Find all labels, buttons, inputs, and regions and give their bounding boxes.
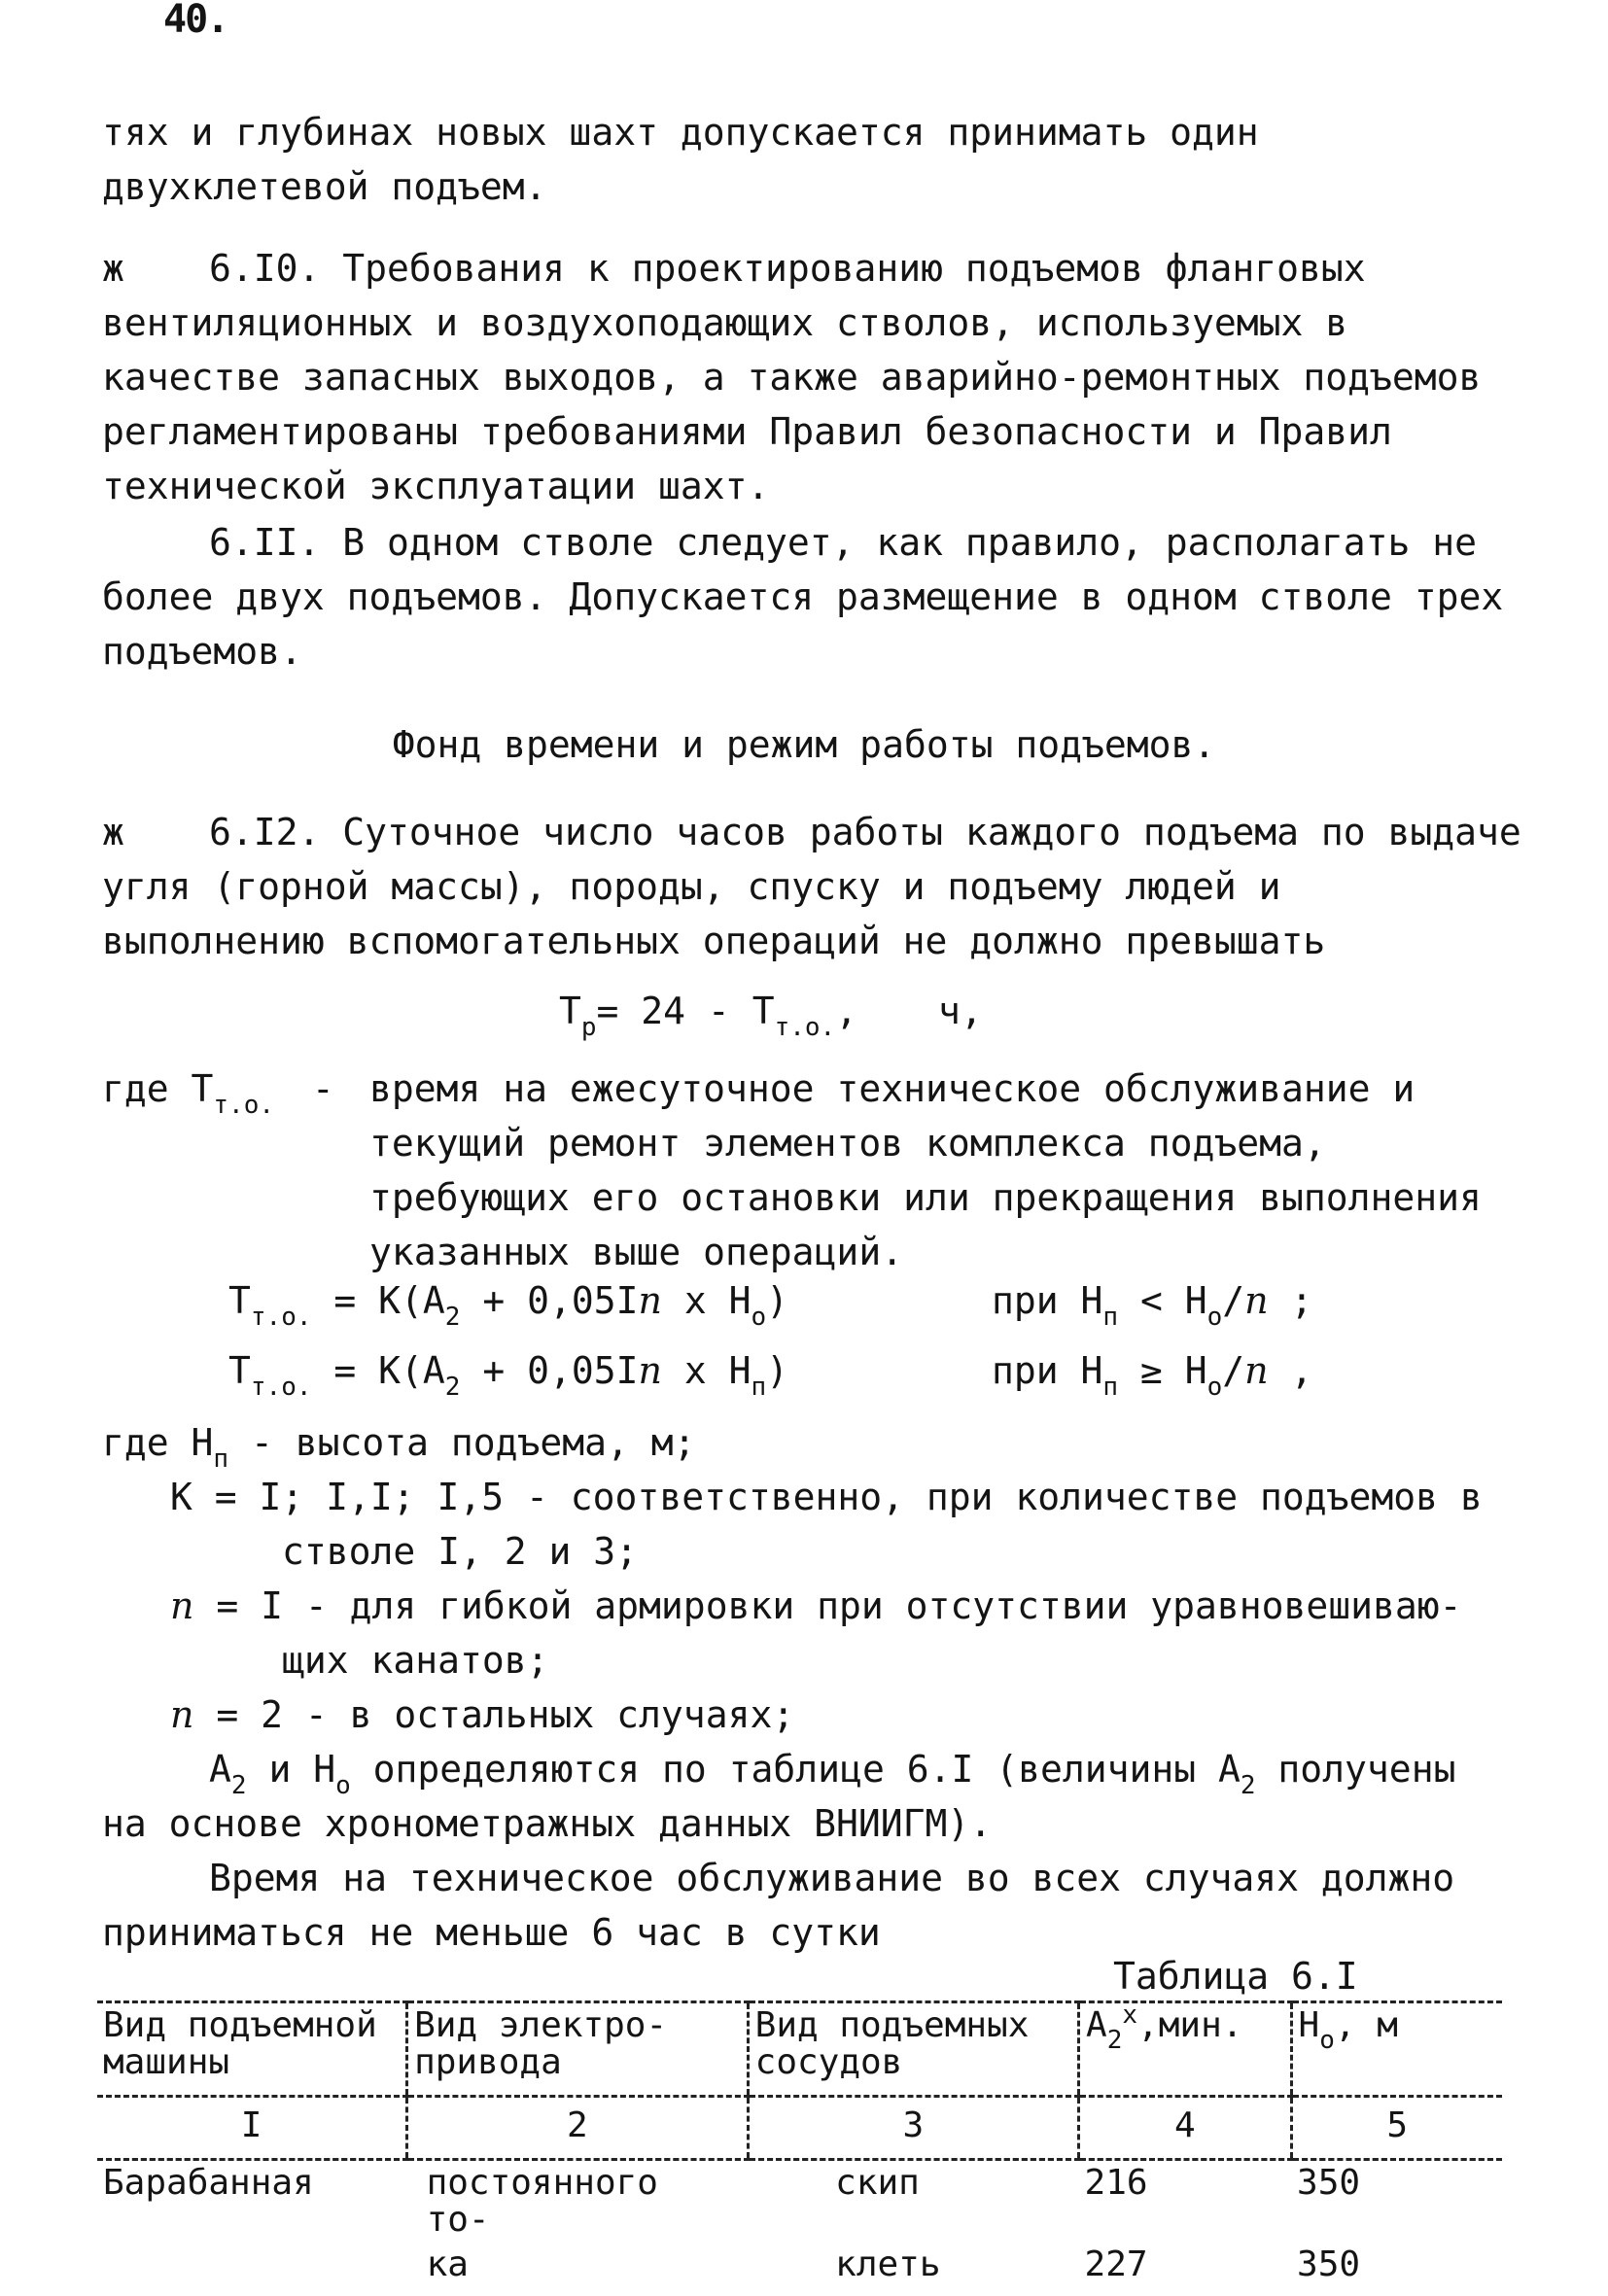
where-dash: -	[311, 1067, 334, 1110]
a2-mid2: определяются по таблице 6.I (величины A	[372, 1748, 1241, 1791]
cond-b-rhs-sub: о	[1206, 1373, 1223, 1402]
paragraph-6-11: 6.II. В одном стволе следует, как правило, располагать не более двух подъемов. Допускается размещение в одном стволе трех подъемов.	[102, 521, 1504, 673]
table-header-vessel-type: Вид подъемных сосудов	[748, 2002, 1078, 2097]
where-lead-sub: т.о.	[213, 1091, 275, 1120]
formula-a	[228, 1273, 789, 1332]
table-column-number: 2	[407, 2097, 749, 2160]
hn-lead: где Н	[102, 1421, 214, 1464]
where-tto-text: время на ежесуточное техническое обслуживание и текущий ремонт элементов комплекса подъема, требующих его остановки или прекращения выполнения указанных выше операций.	[369, 1067, 1482, 1273]
formula-b-mid: + 0,05I	[482, 1349, 639, 1392]
cond-b-end: ,	[1290, 1349, 1313, 1392]
formula-b-close: )	[766, 1349, 789, 1392]
table-cell: 227	[1084, 2244, 1148, 2284]
a2-sub: 2	[230, 1771, 247, 1800]
section-heading: Фонд времени и режим работы подъемов.	[392, 723, 1216, 766]
formula-a-t-sub: т.о.	[250, 1303, 312, 1332]
table-cell: постоянного то-	[426, 2163, 658, 2240]
formula-tail: ,	[835, 990, 858, 1032]
formula-b-n: n	[638, 1349, 662, 1392]
cond-b-pre: при Н	[992, 1349, 1103, 1392]
a2-head-tail: ,мин.	[1137, 2005, 1243, 2045]
a2-mid: и Н	[268, 1748, 336, 1791]
cond-a-rhs: Н	[1184, 1279, 1207, 1322]
hn-sub: п	[213, 1444, 229, 1474]
ho-head: Н	[1298, 2005, 1320, 2045]
table-header-drive-type: Вид электро- привода	[407, 2002, 749, 2097]
table-cell: Барабанная	[103, 2163, 314, 2203]
cond-b-rhs: Н	[1184, 1349, 1207, 1392]
table-row	[97, 2243, 1502, 2287]
formula-b-a-sub: 2	[444, 1373, 461, 1402]
formula-b-h-sub: п	[751, 1373, 767, 1402]
a2-line-2: на основе хронометражных данных ВНИИГМ).	[102, 1802, 993, 1845]
ho-head-tail: , м	[1334, 2005, 1398, 2045]
cond-b-op: ≥	[1139, 1349, 1163, 1392]
table-cell: ка	[426, 2244, 469, 2284]
table-cell: 216	[1084, 2163, 1148, 2203]
formula-b-t-sub: т.о.	[250, 1373, 312, 1402]
formula-a-mid: + 0,05I	[482, 1279, 639, 1322]
formula-a-t: T	[228, 1279, 251, 1322]
asterisk-marker: ж	[102, 247, 124, 290]
formula-a-body: = К(A	[333, 1279, 445, 1322]
a2-head: A	[1086, 2005, 1107, 2045]
cond-a-sub: п	[1102, 1303, 1119, 1332]
table-column-number: 5	[1291, 2097, 1502, 2160]
formula-a-close: )	[766, 1279, 789, 1322]
formula-unit: ч,	[937, 990, 983, 1032]
n1-symbol: n	[170, 1584, 194, 1627]
table-cell: клеть	[835, 2244, 941, 2284]
formula-a-post: x Н	[683, 1279, 752, 1322]
where-tto-lead	[102, 1061, 334, 1120]
page-number: 40.	[163, 0, 228, 42]
formula-a-condition	[992, 1273, 1313, 1332]
cond-a-pre: при Н	[992, 1279, 1103, 1322]
asterisk-marker: ж	[102, 811, 124, 853]
cond-b-div: /	[1222, 1349, 1245, 1392]
where-hn-line	[102, 1415, 696, 1474]
table-cell	[97, 2243, 407, 2287]
table-header-a2	[1079, 2002, 1291, 2097]
cond-a-n: n	[1244, 1279, 1269, 1322]
table-header-ho	[1291, 2002, 1502, 2097]
a2-hsub: о	[335, 1771, 351, 1800]
table-column-number: 3	[748, 2097, 1078, 2160]
table-column-number: 4	[1079, 2097, 1291, 2160]
where-lead: где T	[102, 1067, 214, 1110]
n2-symbol: n	[170, 1693, 194, 1736]
cond-b-sub: п	[1102, 1373, 1119, 1402]
table-header-machine-type: Вид подъемной машины	[97, 2002, 407, 2097]
a2-end: получены	[1277, 1748, 1456, 1791]
formula-a-h-sub: о	[751, 1303, 767, 1332]
formula-b-condition	[992, 1343, 1313, 1402]
cond-b-n: n	[1244, 1349, 1269, 1392]
k-line-1: К = I; I,I; I,5 - соответственно, при количестве подъемов в	[170, 1476, 1483, 1518]
a2-sub2: 2	[1240, 1771, 1256, 1800]
n2-line	[170, 1687, 794, 1742]
formula-main	[559, 984, 983, 1042]
formula-lhs: T	[559, 990, 581, 1032]
formula-a-a-sub: 2	[444, 1303, 461, 1332]
formula-eq: = 24 - T	[596, 990, 775, 1032]
a2-pre: A	[209, 1748, 231, 1791]
a2-head-sub: 2	[1106, 2026, 1123, 2055]
k-line-2: стволе I, 2 и 3;	[282, 1530, 639, 1573]
cond-a-rhs-sub: о	[1206, 1303, 1223, 1332]
cond-a-div: /	[1222, 1279, 1245, 1322]
ho-head-sub: о	[1319, 2026, 1335, 2055]
n2-text: = 2 - в остальных случаях;	[216, 1693, 795, 1736]
paragraph-6-10: 6.I0. Требования к проектированию подъемов фланговых вентиляционных и воздухоподающих стволов, используемых в качестве запасных выходов, а также аварийно-ремонтных подъемов регламентированы требованиями Правил безопасности и Правил технической эксплуатации шахт.	[102, 247, 1482, 507]
table-column-number: I	[97, 2097, 407, 2160]
formula-b-post: x Н	[683, 1349, 752, 1392]
n1-line-1	[170, 1579, 1462, 1633]
formula-rhs-sub: т.о.	[774, 1013, 836, 1042]
table-cell: 350	[1297, 2244, 1361, 2284]
n1-text: = I - для гибкой армировки при отсутствии уравновешиваю-	[216, 1584, 1462, 1627]
formula-a-n: n	[638, 1279, 662, 1322]
paragraph-continuation: тях и глубинах новых шахт допускается принимать один двухклетевой подъем.	[102, 111, 1259, 208]
formula-b-body: = К(A	[333, 1349, 445, 1392]
paragraph-maintenance-time: Время на техническое обслуживание во всех случаях должно приниматься не меньше 6 час в сутки	[102, 1857, 1455, 1954]
a2-line-1	[209, 1742, 1456, 1800]
cond-a-end: ;	[1290, 1279, 1313, 1322]
table-caption: Таблица 6.I	[1113, 1955, 1358, 1998]
table-row	[97, 2160, 1502, 2244]
table-cell: скип	[835, 2163, 920, 2203]
formula-lhs-sub: р	[580, 1013, 597, 1042]
a2-head-sup: х	[1122, 2000, 1138, 2030]
table-6-1	[97, 2000, 1502, 2287]
table-cell: 350	[1297, 2163, 1361, 2203]
n1-line-2: щих канатов;	[282, 1639, 549, 1682]
hn-text: - высота подъема, м;	[250, 1421, 696, 1464]
cond-a-op: <	[1139, 1279, 1163, 1322]
paragraph-6-12: 6.I2. Суточное число часов работы каждого подъема по выдаче угля (горной массы), породы, спуску и подъему людей и выполнению вспомогательных операций не должно превышать	[102, 811, 1521, 962]
formula-b	[228, 1343, 789, 1402]
formula-b-t: T	[228, 1349, 251, 1392]
